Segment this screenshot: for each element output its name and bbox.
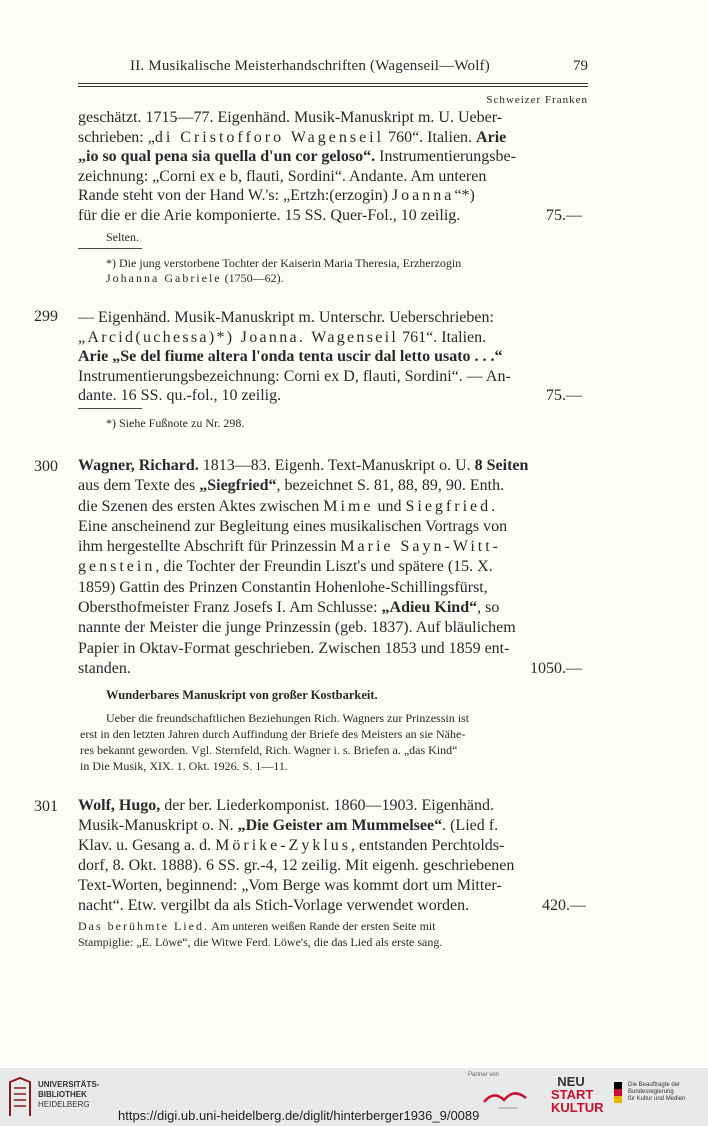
footnote-rule: [78, 248, 142, 249]
price: 420.—: [542, 897, 586, 914]
text-line: aus dem Texte des „Siegfried“, bezeichnet S. 81, 88, 89, 90. Enth.: [78, 477, 505, 495]
rarity-note: Selten.: [106, 230, 139, 244]
bird-logo-icon: [478, 1082, 538, 1116]
commentary: Das berühmte Lied. Am unteren weißen Rande der ersten Seite mit Stampiglie: „E. Löwe“, die Witwe Ferd. Löwe's, die das Lied als erste sang.: [78, 919, 443, 949]
text-line: Text-Worten, beginnend: „Vom Berge was kommt dort um Mitter-: [78, 877, 502, 894]
price: 75.—: [546, 206, 582, 224]
permalink-url[interactable]: https://digi.ub.uni-heidelberg.de/diglit/hinterberger1936_9/0089: [118, 1108, 480, 1123]
text-line: Arie „Se del fiume altera l'onda tenta uscir dal letto usato . . .“: [78, 348, 503, 365]
text-line: die Szenen des ersten Aktes zwischen Mime und Siegfried.: [78, 497, 499, 515]
text-line: genstein, die Tochter der Freundin Liszt's und spätere (15. X.: [78, 558, 493, 576]
currency-subheading: Schweizer Franken: [486, 94, 588, 106]
federal-commissioner-label: Die Beauftragte der Bundesregierung für Kultur und Medien: [628, 1082, 686, 1102]
entry-299: [78, 308, 586, 406]
entry-number: 301: [34, 798, 58, 815]
footnote: *) Siehe Fußnote zu Nr. 298.: [106, 416, 245, 430]
viewer-footer: [0, 1068, 708, 1126]
footnote: *) Die jung verstorbene Tochter der Kaiserin Maria Theresia, Erzherzogin Johanna Gabriele (1750—62).: [106, 256, 462, 285]
text-line: Instrumentierungsbezeichnung: Corni ex D, flauti, Sordini“. — An-: [78, 367, 511, 385]
text-line: dante. 16 SS. qu.-fol., 10 zeilig. 75.—: [78, 387, 582, 404]
text-line: Wagner, Richard. 1813—83. Eigenh. Text-Manuskript o. U. 8 Seiten: [78, 457, 529, 474]
entry-301: [78, 796, 586, 916]
text-line: zeichnung: „Corni ex e b, flauti, Sordini“. Andante. Am unteren: [78, 167, 487, 185]
header-title: II. Musikalische Meisterhandschriften (Wagenseil—Wolf): [130, 58, 490, 74]
price: 75.—: [546, 387, 582, 404]
text-line: für die er die Arie komponierte. 15 SS. Quer-Fol., 10 zeilig. 75.—: [78, 206, 582, 224]
text-line: nannte der Meister die junge Prinzessin (geb. 1837). Auf bläulichem: [78, 619, 516, 637]
running-header: [78, 58, 588, 82]
text-line: Wolf, Hugo, der ber. Liederkomponist. 1860—1903. Eigenhänd.: [78, 797, 494, 814]
price: 1050.—: [530, 659, 582, 677]
header-rule-thin: [78, 86, 588, 87]
page-number: 79: [573, 58, 588, 74]
header-rule: [78, 83, 588, 84]
text-line: ihm hergestellte Abschrift für Prinzessin Marie Sayn-Witt-: [78, 538, 501, 556]
text-line: Obersthofmeister Franz Josefs I. Am Schlusse: „Adieu Kind“, so: [78, 599, 500, 617]
text-line: 1859) Gattin des Prinzen Constantin Hohenlohe-Schillingsfürst,: [78, 578, 488, 596]
federal-eagle-icon: [613, 1082, 623, 1104]
footnote-rule: [78, 408, 142, 409]
text-line: „Arcid(uchessa)*) Joanna. Wagenseil 761“. Italien.: [78, 328, 487, 346]
text-line: Papier in Oktav-Format geschrieben. Zwischen 1853 und 1859 ent-: [78, 639, 510, 657]
university-library-logo: [8, 1076, 32, 1118]
text-line: schrieben: „di Cristofforo Wagenseil 760“. Italien. Arie: [78, 128, 507, 146]
entry-300: [78, 456, 586, 679]
commentary: Ueber die freundschaftlichen Beziehungen Rich. Wagners zur Prinzessin ist erst in den letzten Jahren durch Auffindung der Briefe des Meisters an sie Nähe- res bekannt geworden. Vgl. Sternfeld, Rich. Wagner i. s. Briefen a. „das Kind“ in Die Musik, XIX. 1. Okt. 1926. S. 1—11.: [80, 711, 470, 773]
partner-label: Partner von: [468, 1072, 500, 1078]
text-line: „io so qual pena sia quella d'un cor geloso“. Instrumentierungsbe-: [78, 148, 516, 165]
text-line: dorf, 8. Okt. 1888). 6 SS. gr.-4, 12 zeilig. Mit eigenh. geschriebenen: [78, 857, 515, 874]
text-line: Eine anscheinend zur Begleitung eines musikalischen Vortrags von: [78, 517, 508, 535]
neustart-kultur-logo: NEU START KULTUR: [551, 1074, 604, 1115]
text-line: nacht“. Etw. vergilbt da als Stich-Vorlage verwendet worden. 420.—: [78, 897, 586, 914]
text-line: geschätzt. 1715—77. Eigenhänd. Musik-Manuskript m. U. Ueber-: [78, 109, 503, 126]
entry-298-continued: [78, 108, 586, 225]
text-line: Musik-Manuskript o. N. „Die Geister am Mummelsee“. (Lied f.: [78, 817, 499, 834]
text-line: — Eigenhänd. Musik-Manuskript m. Unterschr. Ueberschrieben:: [78, 309, 494, 326]
text-line: Rande steht von der Hand W.'s: „Ertzh:(erzogin) Joanna“*): [78, 187, 475, 204]
entry-number: 299: [34, 308, 58, 325]
text-line: Klav. u. Gesang a. d. Mörike-Zyklus, entstanden Perchtolds-: [78, 837, 505, 854]
entry-number: 300: [34, 458, 58, 475]
library-name: UNIVERSITÄTS- BIBLIOTHEK HEIDELBERG: [38, 1080, 100, 1109]
highlight-note: Wunderbares Manuskript von großer Kostbarkeit.: [106, 688, 378, 702]
text-line: standen. 1050.—: [78, 659, 586, 679]
